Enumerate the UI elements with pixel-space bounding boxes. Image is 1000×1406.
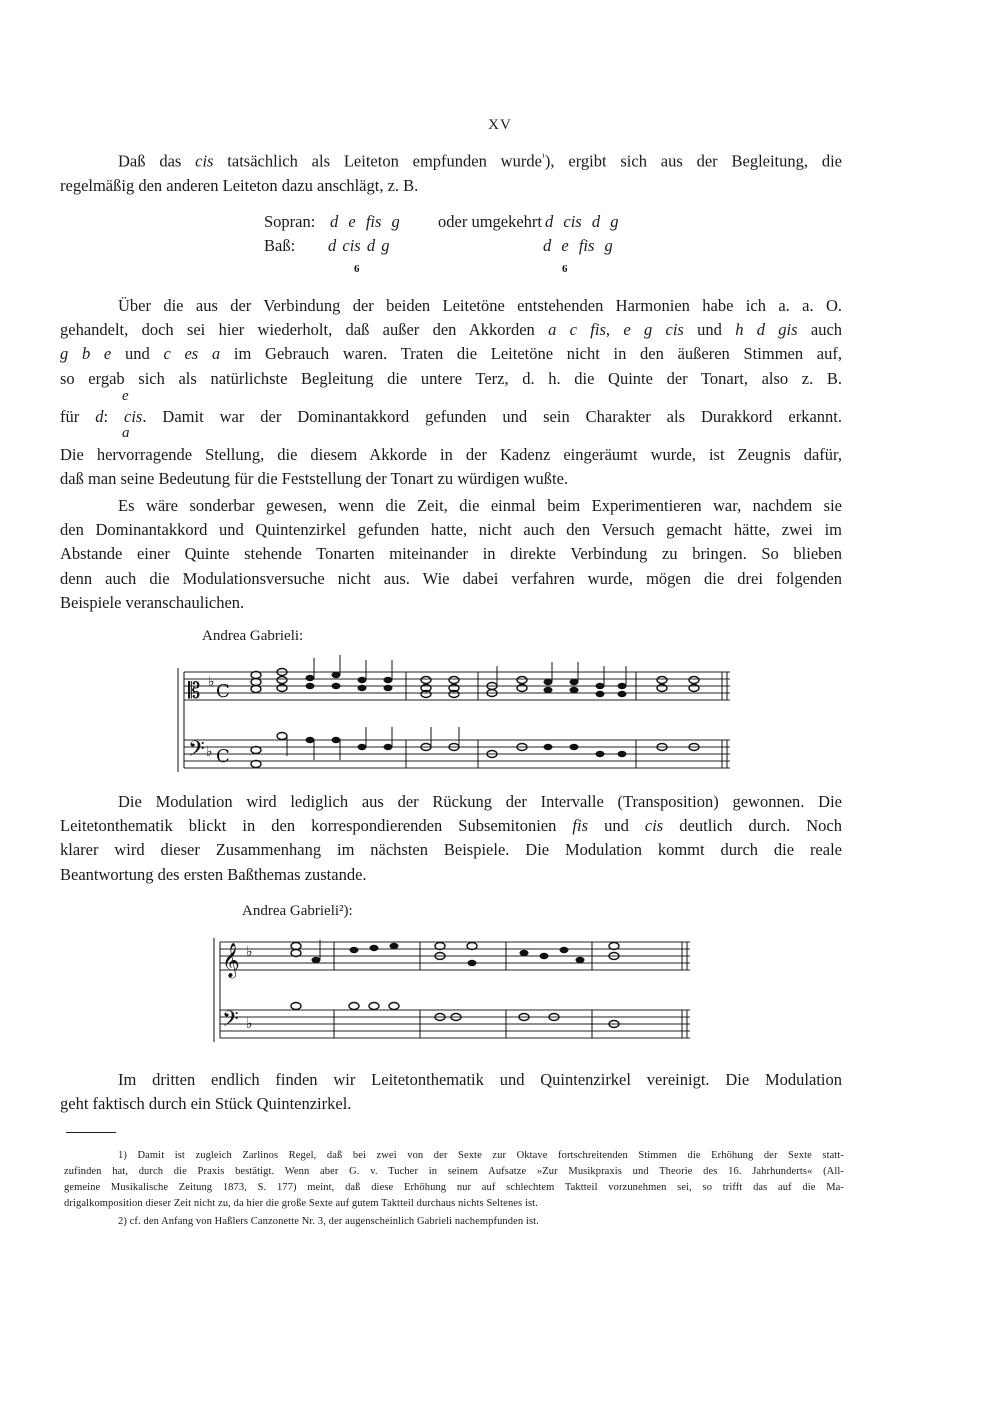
flat-key: ♭ [208,674,215,690]
stacked-note-bottom: a [122,425,130,441]
text-line: Beispiele veranschaulichen. [60,592,245,612]
sopran-label: Sopran: [264,212,316,231]
sopran-notes-reverse: d cis d g [545,212,619,231]
text-line: zufinden hat, durch die Praxis bestätigt. Wenn aber G. v. Tucher in seinem Aufsatze »Zur Musikpraxis und Theorie des 16. Jahrhunderts« (All- [64,1166,844,1177]
text-line: Abstande einer Quinte stehende Tonarten miteinander in direkte Verbindung zu bringen. So blieben [60,544,842,564]
paragraph-1 [60,146,842,198]
text-line: Beantwortung des ersten Baßthemas zustande. [60,864,367,884]
paragraph-4 [60,790,842,887]
paragraph-5 [60,1068,842,1116]
text-line: Die hervorragende Stellung, die diesem Akkorde in der Kadenz eingeräumt wurde, ist Zeugnis dafür, [60,445,842,464]
treble-notes [251,655,699,698]
flat-key: ♭ [246,944,253,960]
footnote-2 [64,1214,844,1230]
paragraph-2-end [60,443,842,491]
music-example-1-caption: Andrea Gabrieli: [202,628,304,644]
bass-label: Baß: [264,236,296,255]
music-example-2-caption: Andrea Gabrieli²): [242,903,353,919]
music-example-2-score [208,926,698,1056]
text-line: denn auch die Modulationsversuche nicht aus. Wie dabei verfahren wurde, mögen die drei folgenden [60,568,842,588]
text-line: für d: cis. Damit war der Dominantakkord gefunden und sein Charakter als Durakkord erkannt. [60,407,842,426]
text-line: geht faktisch durch ein Stück Quintenzirkel. [60,1094,352,1114]
text-line: den Dominantakkord und Quintenzirkel gefunden hatte, nicht auch den Versuch gemacht hätte, zwei im [60,520,842,540]
bass-notes: d cis d g [328,236,390,255]
paragraph-3 [60,494,842,615]
footnote-rule [66,1132,116,1133]
bass-clef: 𝄢 [222,1007,239,1037]
text-line: Es wäre sonderbar gewesen, wenn die Zeit, die einmal beim Experimentieren war, nachdem sie [118,496,842,515]
text-line: Leitetonthematik blickt in den korrespondierenden Subsemitonien fis und cis deutlich durch. Noch [60,816,842,836]
sopran-notes: d e fis g [330,212,400,231]
treble-clef: 𝄞 [222,943,240,978]
text-line: gehandelt, doch sei hier wiederholt, daß außer den Akkorden a c fis, e g cis und h d gis auch [60,320,843,340]
text-line: daß man seine Bedeutung für die Feststellung der Tonart zu würdigen wußte. [60,469,569,489]
text-line: g b e und c es a im Gebrauch waren. Traten die Leitetöne nicht in den äußeren Stimmen auf, [60,344,843,364]
paragraph-2-cont [60,405,842,429]
voice-leading-example [0,212,1000,282]
text-line: so ergab sich als natürlichste Begleitung die untere Terz, d. h. die Quinte der Tonart, also z. B. [60,368,842,388]
time-signature-c: C [216,681,230,702]
text-line: regelmäßig den anderen Leiteton dazu anschlägt, z. B. [60,175,419,195]
flat-key: ♭ [206,744,213,760]
treble-staff [184,672,730,700]
oder-umgekehrt: oder umgekehrt [438,212,543,231]
music-example-1-score [170,650,740,785]
treble-notes [291,940,619,966]
footnote-1 [64,1148,844,1212]
text-line: Im dritten endlich finden wir Leitetonthematik und Quintenzirkel vereinigt. Die Modulation [118,1070,842,1089]
c-clef: 𝄡 [188,679,201,704]
text-line: Daß das cis tatsächlich als Leiteton empfunden wurde$^{^1}$), ergibt sich aus der Begleitung, die [118,151,842,171]
paragraph-2 [60,294,842,391]
text-line: 1) Damit ist zugleich Zarlinos Regel, daß bei zwei von der Sexte zur Oktave fortschreitenden Stimmen die Erhöhung der Sexte statt- [118,1150,844,1161]
stacked-note-top: e [122,388,129,404]
time-signature-c: C [216,746,230,767]
text-line: drigalkomposition dieser Zeit nicht zu, da hier die große Sexte auf gutem Taktteil durchaus nichts Seltenes ist. [64,1198,538,1209]
text-line: 2) cf. den Anfang von Haßlers Canzonette Nr. 3, der augenscheinlich Gabrieli nachempfunden ist. [118,1216,539,1227]
text-line: Die Modulation wird lediglich aus der Rückung der Intervalle (Transposition) gewonnen. Die [118,792,842,811]
figured-bass-6: 6 [354,263,360,275]
page-number: XV [488,117,512,133]
text-line: gemeine Musikalische Zeitung 1873, S. 177) meint, daß diese Erhöhung nur auf schlechtem Taktteil vorzunehmen sei, so trifft das auf die Ma- [64,1182,844,1193]
bass-clef: 𝄢 [188,737,205,767]
bass-notes-reverse: d e fis g [543,236,613,255]
figured-bass-6: 6 [562,263,568,275]
text-line: klarer wird dieser Zusammenhang im nächsten Beispiele. Die Modulation kommt durch die reale [60,840,842,860]
text-line: Über die aus der Verbindung der beiden Leitetöne entstehenden Harmonien habe ich a. a. O. [118,296,842,315]
flat-key: ♭ [246,1016,253,1032]
